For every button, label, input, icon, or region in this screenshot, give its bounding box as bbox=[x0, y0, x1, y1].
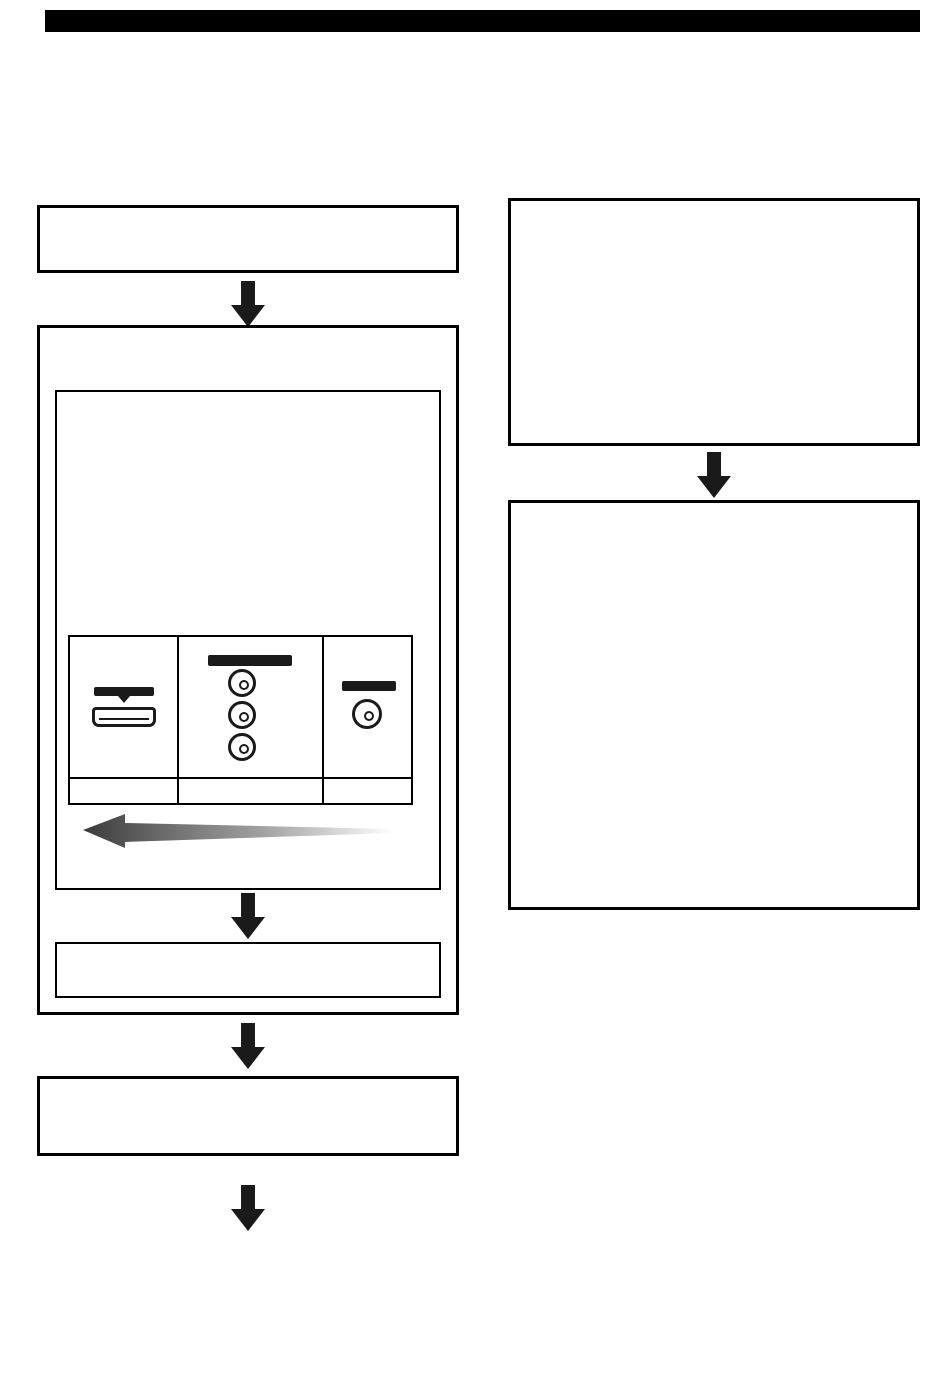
arrow-down-icon bbox=[231, 1185, 265, 1231]
panel-divider-3 bbox=[70, 777, 411, 779]
arrow-down-icon bbox=[231, 1023, 265, 1069]
rca-jack-icon bbox=[200, 655, 300, 765]
arrow-down-icon bbox=[231, 893, 265, 939]
right-flow-box-2 bbox=[508, 500, 920, 910]
arrow-left-fade-icon bbox=[83, 812, 393, 852]
arrow-down-icon bbox=[697, 452, 731, 498]
left-flow-step-2-sub-box bbox=[55, 942, 441, 998]
left-flow-step-1-box bbox=[37, 205, 459, 273]
left-flow-step-3-box bbox=[37, 1076, 459, 1156]
right-flow-box-1 bbox=[508, 198, 920, 446]
page-header-bar bbox=[45, 10, 920, 32]
arrow-down-icon bbox=[231, 281, 265, 327]
hdmi-port-icon bbox=[90, 687, 158, 735]
connector-panel-illustration bbox=[68, 635, 413, 805]
coaxial-jack-icon bbox=[338, 681, 400, 739]
